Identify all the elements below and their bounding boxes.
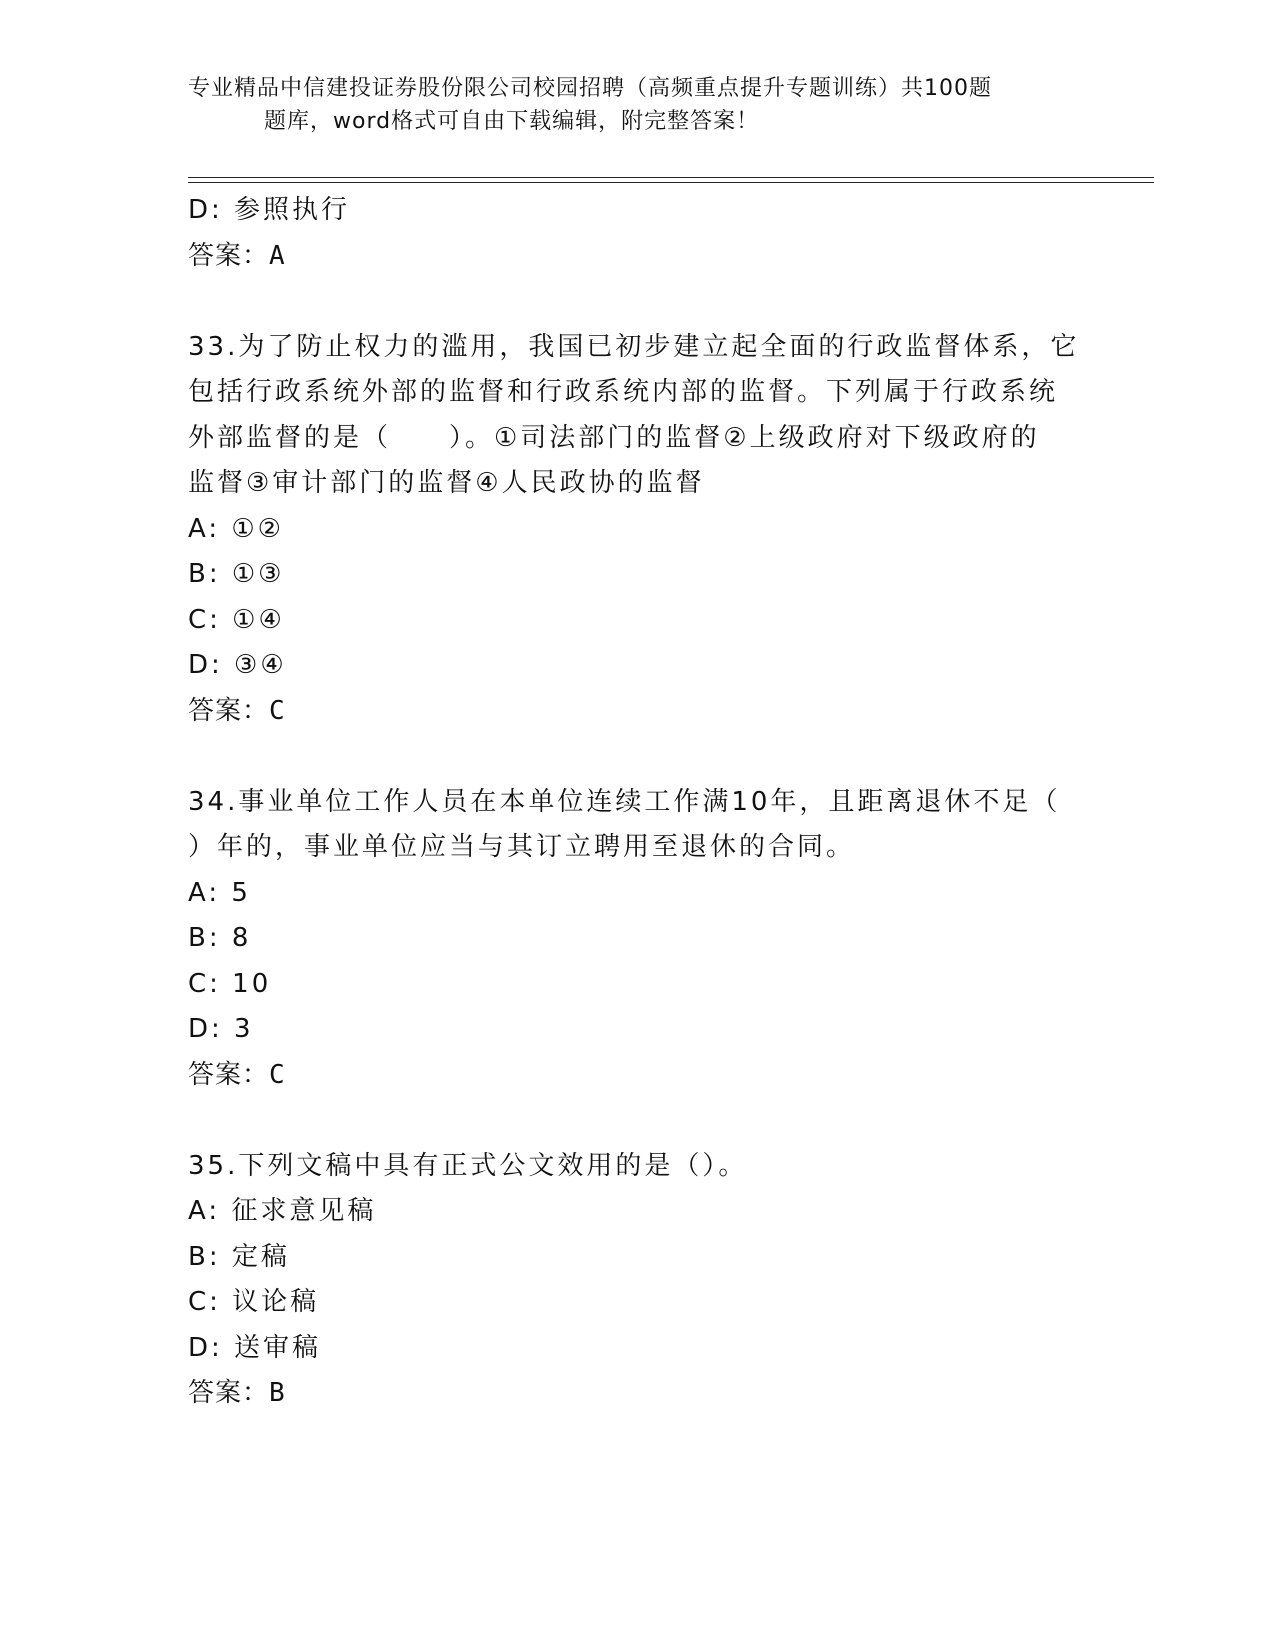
answer-label: 答案： — [188, 1059, 270, 1090]
question-stem-line: 35.下列文稿中具有正式公文效用的是（）。 — [188, 1150, 748, 1181]
answer-value: C — [269, 1059, 286, 1090]
answer-label: 答案： — [188, 240, 270, 271]
option-c: C: ①④ — [188, 604, 285, 635]
option-a: A: 5 — [188, 877, 251, 908]
answer-line — [188, 1053, 1088, 1099]
header-divider-bottom — [188, 182, 1154, 183]
question-stem-line: 33.为了防止权力的滥用，我国已初步建立起全面的行政监督体系，它 — [188, 331, 1080, 362]
question-stem-line: 监督③审计部门的监督④人民政协的监督 — [188, 468, 705, 498]
question-34 — [188, 780, 1088, 1099]
option-a: A: ①② — [188, 513, 284, 544]
option-d: D: 参照执行 — [188, 195, 351, 225]
answer-value: C — [269, 695, 286, 726]
answer-line — [188, 1371, 1088, 1417]
question-gap — [188, 734, 1088, 780]
question-35 — [188, 1144, 1088, 1417]
header-divider-top — [188, 177, 1154, 178]
answer-line — [188, 689, 1088, 735]
question-33 — [188, 325, 1088, 735]
option-c: C: 10 — [188, 968, 272, 999]
option-d: D: ③④ — [188, 650, 287, 680]
document-header — [188, 72, 1068, 138]
option-b: B: 8 — [188, 923, 252, 953]
question-stem-line: 外部监督的是（ ）。①司法部门的监督②上级政府对下级政府的 — [188, 422, 1040, 453]
option-b: B: 定稿 — [188, 1241, 290, 1272]
answer-value: A — [269, 240, 286, 271]
question-content — [188, 188, 1088, 1417]
question-gap — [188, 1098, 1088, 1144]
option-b: B: ①③ — [188, 559, 285, 589]
answer-line — [188, 234, 1088, 280]
option-c: C: 议论稿 — [188, 1287, 320, 1317]
answer-label: 答案： — [188, 1378, 270, 1408]
option-a: A: 征求意见稿 — [188, 1196, 377, 1226]
header-title-line-1: 专业精品中信建投证券股份限公司校园招聘（高频重点提升专题训练）共100题 — [188, 76, 992, 101]
question-stem-line: 包括行政系统外部的监督和行政系统内部的监督。下列属于行政系统 — [188, 377, 1059, 407]
option-d: D: 3 — [188, 1014, 254, 1044]
header-title-line-2: 题库，word格式可自由下载编辑，附完整答案！ — [264, 109, 760, 134]
question-gap — [188, 279, 1088, 325]
option-d: D: 送审稿 — [188, 1332, 322, 1363]
question-stem-line: 34.事业单位工作人员在本单位连续工作满10年，且距离退休不足（ — [188, 786, 1061, 817]
answer-label: 答案： — [188, 695, 270, 726]
question-stem-line: ）年的，事业单位应当与其订立聘用至退休的合同。 — [188, 832, 856, 862]
answer-value: B — [269, 1378, 286, 1408]
question-32-tail — [188, 188, 1088, 279]
